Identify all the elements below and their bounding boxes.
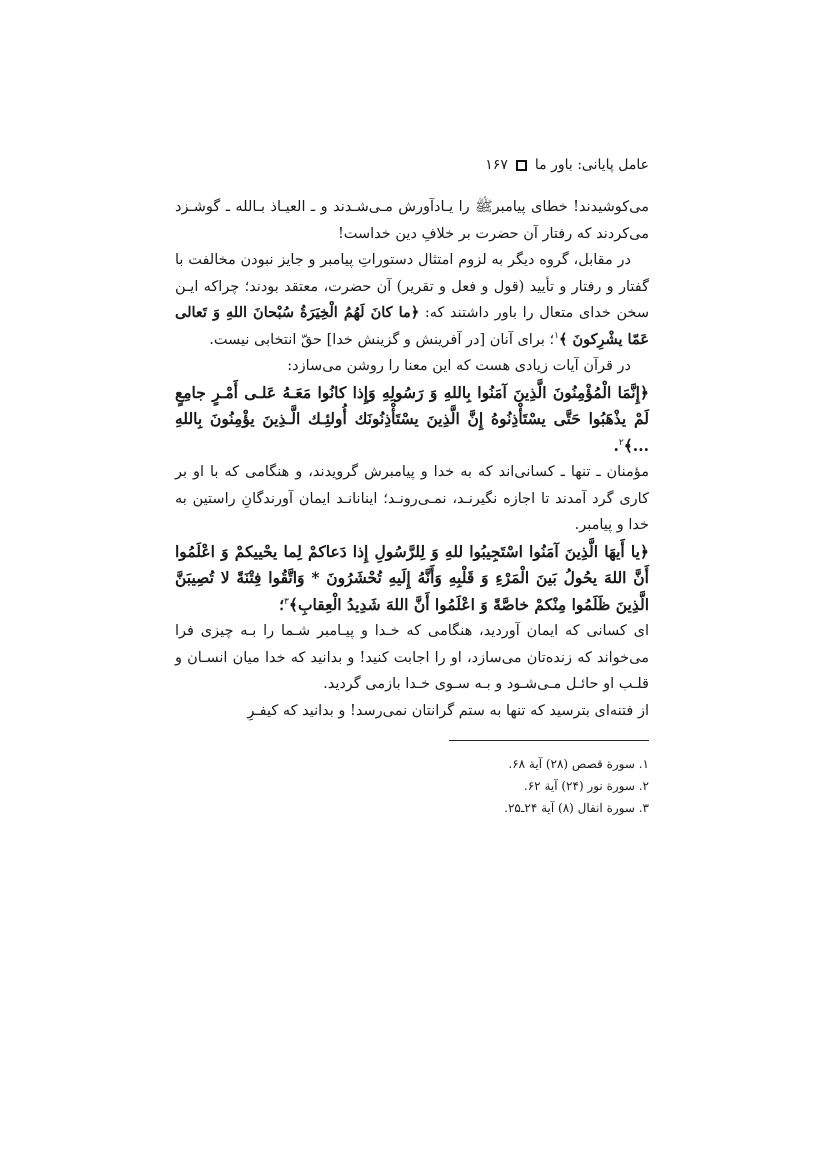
paragraph-3: در قرآن آیات زیادی هست که این معنا را روشن می‌سازد:: [287, 358, 631, 374]
footnote-ref-1: ۱: [554, 330, 559, 341]
footnote-separator-wrap: [175, 724, 649, 753]
paragraph-1: می‌کوشیدند! خطای پیامبرﷺ را یـادآورش مـی‌شـدند و ـ العیـاذ بـالله ـ گوشـزد می‌کردند که رفتار آن حضرت بر خلافِ دین خداست!: [175, 199, 649, 242]
footnote-3: ۳. سورة انفال (۸) آية ۲۴ـ۲۵.: [504, 801, 649, 815]
header-square-icon: [516, 160, 527, 171]
footnote-2: ۲. سورة نور (۲۴) آية ۶۲.: [523, 779, 649, 793]
footnotes: [175, 753, 649, 819]
paragraph-2-lead: در مقابل، گروه دیگر به لزوم امتثال دستوراتِ پیامبر و جایز نبودن مخالفت با گفتار و رفتار و تأیید (قول و فعل و تقریر) آن حضرت، معتقد بودند؛ چراکه ایـن سخن خدای متعال را باور داشتند که:: [175, 252, 649, 321]
translation-3: از فتنه‌ای بترسید که تنها به ستم گرانتان نمی‌رسد! و بدانید که کیفـرِ: [247, 702, 649, 719]
translation-1: مؤمنان ـ تنها ـ کسانی‌اند که به خدا و پیامبرش گرویدند، و هنگامی که با او بر کاری گرد آمدند تا اجازه نگیرنـد، نمـی‌رونـد؛ اینانانـد ایمان آورندگانِ راستین به خدا و پیامبر.: [175, 464, 649, 533]
header-title: عامل پایانی: باور ما: [534, 157, 649, 173]
quran-verse-2-text: ﴿يا أَيهَا الَّذِينَ آمَنُوا اسْتَجِيبُوا للهِ وَ لِلرَّسُولِ إِذا دَعاكمْ لِما يحْييكمْ وَ اعْلَمُوا أَنَّ اللهَ يحُولُ بَينَ الْمَرْءِ وَ قَلْبِهِ وَأَنَّهُ إِلَيهِ تُحْشَرُونَ * وَاتَّقُوا فِتْنَةً لا تُصِيبَنَّ الَّذِينَ ظَلَمُوا مِنْكمْ خاصَّةً وَ اعْلَمُوا أَنَّ اللهَ شَدِيدُ الْعِقابِ﴾: [175, 541, 649, 614]
quran-verse-1-text: ﴿إِنَّمَا الْمُؤْمِنُونَ الَّذِينَ آمَنُوا بِاللهِ وَ رَسُولِهِ وَإِذا كانُوا مَعَـهُ عَلـى أَمْـرٍ جامِعٍ لَمْ يذْهَبُوا حَتَّى يسْتَأْذِنُوهُ إِنَّ الَّذِينَ يسْتَأْذِنُونَك أُولئِـك الَّـذِينَ يؤْمِنُونَ بِاللهِ ...﴾: [175, 382, 649, 455]
paragraph-2: [175, 247, 649, 353]
footnote-ref-2: ۲: [618, 437, 624, 448]
book-page: [175, 150, 649, 819]
quran-verse-2: ﴿يا أَيهَا الَّذِينَ آمَنُوا اسْتَجِيبُوا للهِ وَ لِلرَّسُولِ إِذا دَعاكمْ لِما يحْييكمْ وَ اعْلَمُوا أَنَّ اللهَ يحُولُ بَينَ الْمَرْءِ وَ قَلْبِهِ وَأَنَّهُ إِلَيهِ تُحْشَرُونَ * وَاتَّقُوا فِتْنَةً لا تُصِيبَنَّ الَّذِينَ ظَلَمُوا مِنْكمْ خاصَّةً وَ اعْلَمُوا أَنَّ اللهَ شَدِيدُ الْعِقابِ﴾$^۳$؛: [175, 541, 649, 614]
paragraph-2-tail: ؛ برای آنان [در آفرینش و گزینش خدا] حقّ انتخابی نیست.: [209, 331, 555, 348]
footnote-ref-3: ۳: [284, 596, 289, 607]
footnote-1: ۱. سورة قصص (۲۸) آية ۶۸.: [508, 757, 649, 771]
footnote-separator: [449, 740, 649, 741]
running-header: [175, 150, 649, 180]
quran-verse-inline: ﴿ما كانَ لَهُمُ الْخِيَرَةُ سُبْحانَ اللهِ وَ تَعالى عَمّا يشْرِكونَ ﴾: [175, 304, 649, 348]
page-number: ۱۶۷: [485, 157, 508, 173]
translation-2: ای کسانی که ایمان آوردید، هنگامی که خـدا و پیـامبر شـما را بـه چیزی فرا می‌خواند که زنده‌تان می‌سازد، او را اجابت کنید! و بدانید که خدا میان انسـان و قلـب او حائـل مـی‌شـود و بـه سـوی خـدا بازمی گردید.: [175, 623, 649, 692]
quran-verse-1: ﴿إِنَّمَا الْمُؤْمِنُونَ الَّذِينَ آمَنُوا بِاللهِ وَ رَسُولِهِ وَإِذا كانُوا مَعَـهُ عَلـى أَمْـرٍ جامِعٍ لَمْ يذْهَبُوا حَتَّى يسْتَأْذِنُوهُ إِنَّ الَّذِينَ يسْتَأْذِنُونَك أُولئِـك الَّـذِينَ يؤْمِنُونَ بِاللهِ ...﴾$^۲$.: [175, 382, 649, 455]
